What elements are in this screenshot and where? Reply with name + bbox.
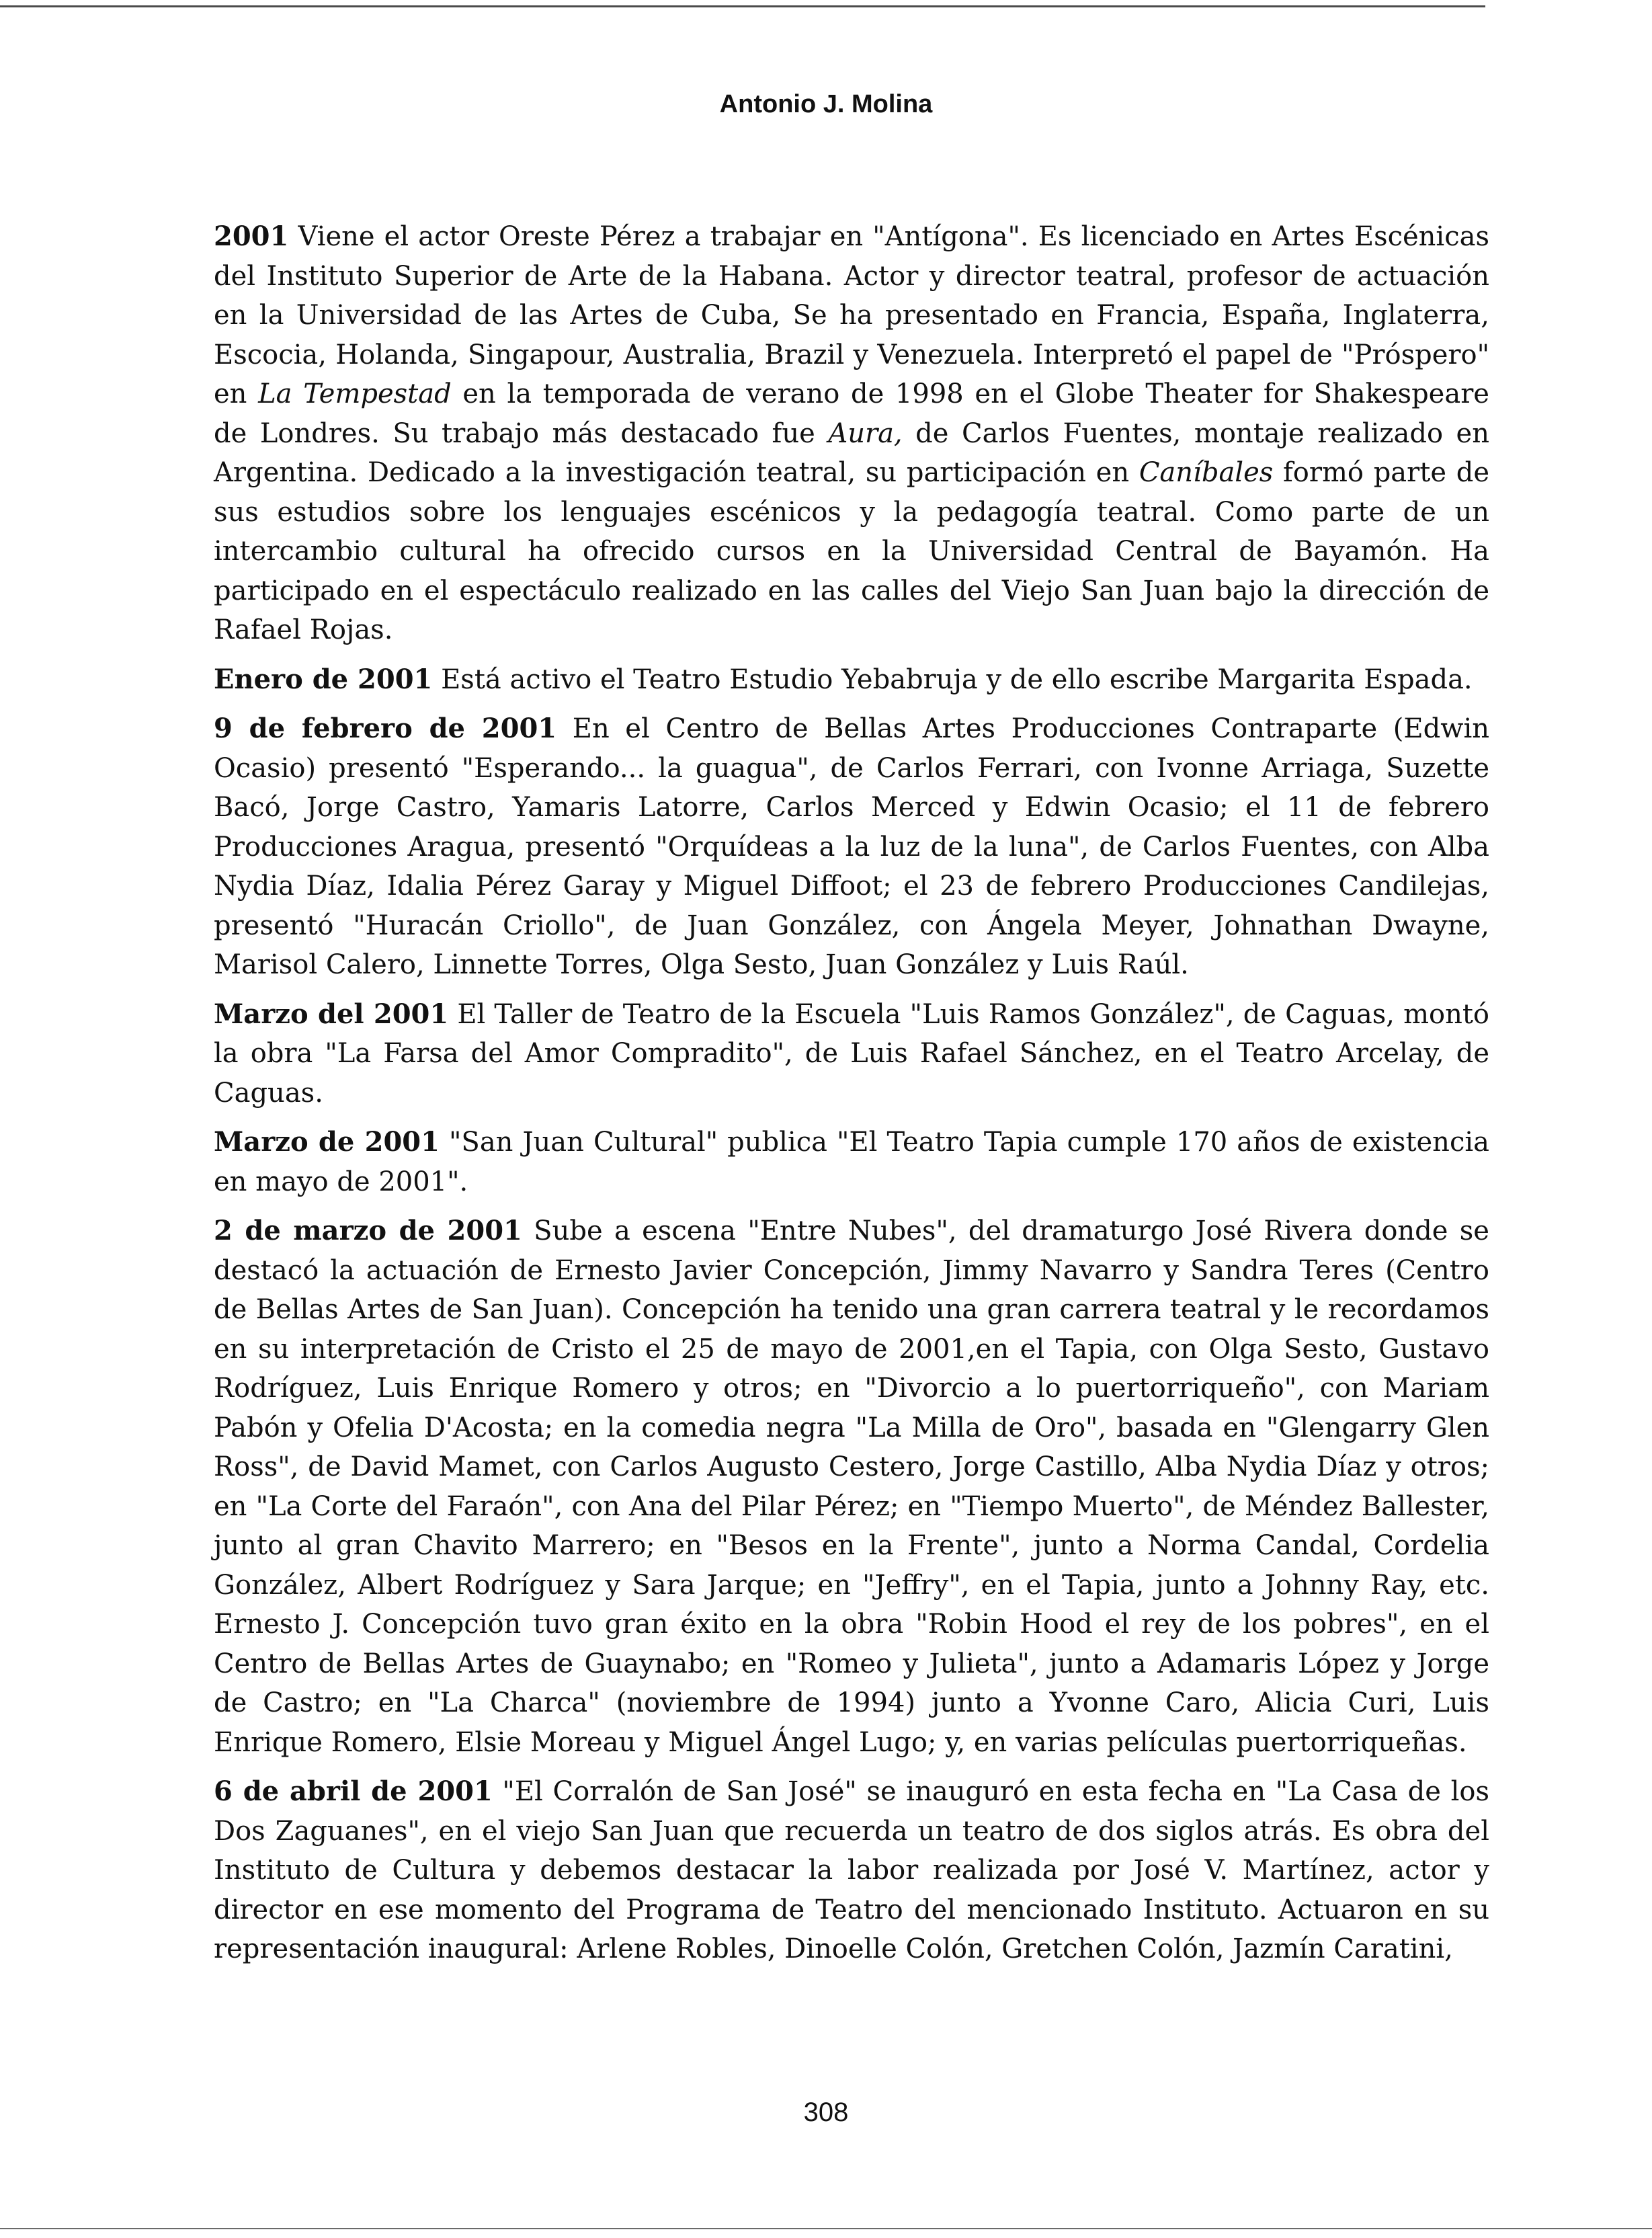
entry-title-italic: La Tempestad: [258, 378, 452, 409]
chronology-entry: [214, 1772, 1489, 1969]
entry-date: 6 de abril de 2001: [214, 1775, 493, 1807]
scan-top-rule: [0, 5, 1485, 7]
entry-text: En el Centro de Bellas Artes Producciones Contraparte (Edwin Ocasio) presentó "Esperando... la guagua", de Carlos Ferrari, con Ivonne Arriaga, Suzette Bacó, Jorge Castro, Yamaris Latorre, Carlos Merced y Edwin Ocasio; el 11 de febrero Producciones Aragua, presentó "Orquídeas a la luz de la luna", de Carlos Fuentes, con Alba Nydia Díaz, Idalia Pérez Garay y Miguel Diffoot; el 23 de febrero Producciones Candilejas, presentó "Huracán Criollo", de Juan González, con Ángela Meyer, Johnathan Dwayne, Marisol Calero, Linnette Torres, Olga Sesto, Juan González y Luis Raúl.: [214, 713, 1489, 980]
entry-date: Marzo del 2001: [214, 998, 449, 1030]
chronology-body: [214, 217, 1489, 1979]
chronology-entry: [214, 995, 1489, 1113]
entry-title-italic: Aura,: [828, 417, 903, 449]
scan-bottom-rule: [0, 2228, 1652, 2229]
entry-date: 2001: [214, 221, 289, 252]
page-number: 308: [803, 2097, 849, 2127]
chronology-entry: [214, 1123, 1489, 1201]
entry-date: 2 de marzo de 2001: [214, 1215, 522, 1246]
entry-text: en la temporada de verano de 1998 en el Globe Theater for Shakespeare de Londres. Su trabajo más destacado fue: [214, 378, 1489, 449]
running-header-author: Antonio J. Molina: [719, 90, 933, 118]
entry-text: formó parte de sus estudios sobre los lenguajes escénicos y la pedagogía teatral. Como parte de un intercambio cultural ha ofrecido cursos en la Universidad Central de Bayamón. Ha participado en el espectáculo realizado en las calles del Viejo San Juan bajo la dirección de Rafael Rojas.: [214, 457, 1490, 645]
entry-text: Sube a escena "Entre Nubes", del dramaturgo José Rivera donde se destacó la actuación de Ernesto Javier Concepción, Jimmy Navarro y Sandra Teres (Centro de Bellas Artes de San Juan). Concepción ha tenido una gran carrera teatral y le recordamos en su interpretación de Cristo el 25 de mayo de 2001,en el Tapia, con Olga Sesto, Gustavo Rodríguez, Luis Enrique Romero y otros; en "Divorcio a lo puertorriqueño", con Mariam Pabón y Ofelia D'Acosta; en la comedia negra "La Milla de Oro", basada en "Glengarry Glen Ross", de David Mamet, con Carlos Augusto Cestero, Jorge Castillo, Alba Nydia Díaz y otros; en "La Corte del Faraón", con Ana del Pilar Pérez; en "Tiempo Muerto", de Méndez Ballester, junto al gran Chavito Marrero; en "Besos en la Frente", junto a Norma Candal, Cordelia González, Albert Rodríguez y Sara Jarque; en "Jeffry", en el Tapia, junto a Johnny Ray, etc. Ernesto J. Concepción tuvo gran éxito en la obra "Robin Hood el rey de los pobres", en el Centro de Bellas Artes de Guaynabo; en "Romeo y Julieta", junto a Adamaris López y Jorge de Castro; en "La Charca" (noviembre de 1994) junto a Yvonne Caro, Alicia Curi, Luis Enrique Romero, Elsie Moreau y Miguel Ángel Lugo; y, en varias películas puertorriqueñas.: [214, 1215, 1489, 1758]
entry-date: Enero de 2001: [214, 663, 433, 695]
entry-text: Está activo el Teatro Estudio Yebabruja y de ello escribe Margarita Espada.: [432, 664, 1473, 695]
chronology-entry: [214, 1211, 1489, 1762]
entry-date: 9 de febrero de 2001: [214, 713, 557, 744]
entry-text: "El Corralón de San José" se inauguró en esta fecha en "La Casa de los Dos Zaguanes", en el viejo San Juan que recuerda un teatro de dos siglos atrás. Es obra del Instituto de Cultura y debemos destacar la labor realizada por José V. Martínez, actor y director en ese momento del Programa de Teatro del mencionado Instituto. Actuaron en su representación inaugural: Arlene Robles, Dinoelle Colón, Gretchen Colón, Jazmín Caratini,: [214, 1776, 1489, 1964]
entry-date: Marzo de 2001: [214, 1126, 440, 1158]
chronology-entry: [214, 660, 1489, 700]
entry-text: "San Juan Cultural" publica "El Teatro Tapia cumple 170 años de existencia en mayo de 2001".: [214, 1127, 1489, 1197]
entry-text: Viene el actor Oreste Pérez a trabajar en "Antígona". Es licenciado en Artes Escénicas del Instituto Superior de Arte de la Habana. Actor y director teatral, profesor de actuación en la Universidad de las Artes de Cuba, Se ha presentado en Francia, España, Inglaterra, Escocia, Holanda, Singapour, Australia, Brazil y Venezuela. Interpretó el papel de "Próspero" en: [214, 221, 1489, 409]
entry-title-italic: Caníbales: [1139, 457, 1274, 488]
entry-text: de Carlos Fuentes, montaje realizado en Argentina. Dedicado a la investigación teatral, su participación en: [214, 417, 1489, 488]
chronology-entry: [214, 709, 1489, 985]
chronology-entry: [214, 217, 1489, 650]
entry-text: El Taller de Teatro de la Escuela "Luis Ramos González", de Caguas, montó la obra "La Farsa del Amor Compradito", de Luis Rafael Sánchez, en el Teatro Arcelay, de Caguas.: [214, 998, 1489, 1109]
